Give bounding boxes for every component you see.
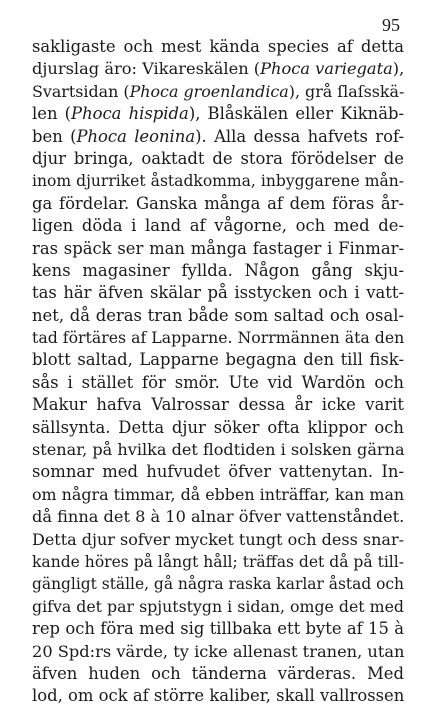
text-line-18: sällsynta. Detta djur söker ofta klippor och — [32, 417, 404, 437]
page-number: 95 — [382, 15, 400, 35]
text-line-11: kens magasiner fyllda. Någon gång skju- — [32, 260, 404, 280]
text-line-10: ras späck ser man många fastager i Finmar- — [32, 238, 404, 258]
text-line-26: gifva det par spjutstygn i sidan, omge det med — [32, 596, 404, 616]
text-line-25: gängligt ställe, gå några raska karlar åstad och — [32, 575, 404, 594]
text-line-28: 20 Spd:rs värde, ty icke allenast tranen, utan — [32, 641, 405, 661]
text-line-14: tad förtäres af Lapparne. Norrmännen äta den — [32, 328, 405, 348]
text-line-7: inom djurriket åstadkomma, inbyggarene mån- — [32, 172, 404, 191]
text-line-17: Makur hafva Valrossar dessa år icke varit — [32, 395, 404, 415]
text-line-1: sakligaste och mest kända species af detta — [32, 37, 404, 56]
text-line-19: stenar, på hvilka det flodtiden i solsken gärna — [32, 440, 405, 460]
text-line-20: somnar med hufvudet öfver vattenytan. In- — [32, 462, 404, 482]
text-line-21: om några timmar, då ebben inträffar, kan man — [32, 484, 405, 504]
text-line-23: Detta djur sofver mycket tungt och dess snar- — [32, 529, 404, 549]
text-line-12: tas här äfven skälar på isstycken och i vatt- — [32, 283, 404, 303]
text-line-4: len (Phoca hispida), Blåskälen eller Kiknäb- — [32, 104, 405, 124]
text-line-5: ben (Phoca leonina). Alla dessa hafvets rof- — [32, 126, 404, 146]
text-line-29: äfven huden och tänderna värderas. Med — [32, 663, 404, 683]
text-line-22: då finna det 8 à 10 alnar öfver vattenståndet. — [32, 507, 405, 527]
text-line-13: net, då deras tran både som saltad och osal- — [32, 305, 404, 325]
text-line-9: ligen döda i land af vågorne, och med de- — [32, 216, 404, 236]
text-line-8: ga fördelar. Ganska många af dem föras år- — [32, 193, 404, 213]
text-line-27: rep och föra med sig tillbaka ett byte af 15 à — [32, 619, 404, 639]
text-line-6: djur bringa, oaktadt de stora förödelser de — [32, 148, 404, 168]
body-text — [32, 36, 404, 708]
text-line-3: Svartsidan (Phoca groenlandica), grå ſlaſsskä- — [32, 81, 405, 101]
text-line-16: sås i stället för smör. Ute vid Wardön och — [32, 372, 404, 392]
text-line-30: lod, om ock af större kaliber, skall vallrossen — [32, 686, 405, 706]
text-line-2: djurslag äro: Vikareskälen (Phoca variegata), — [32, 59, 405, 79]
text-line-24: kande höres på långt håll; träffas det då på till- — [32, 552, 404, 571]
text-line-15: blott saltad, Lapparne begagna den till fisk- — [32, 350, 404, 370]
